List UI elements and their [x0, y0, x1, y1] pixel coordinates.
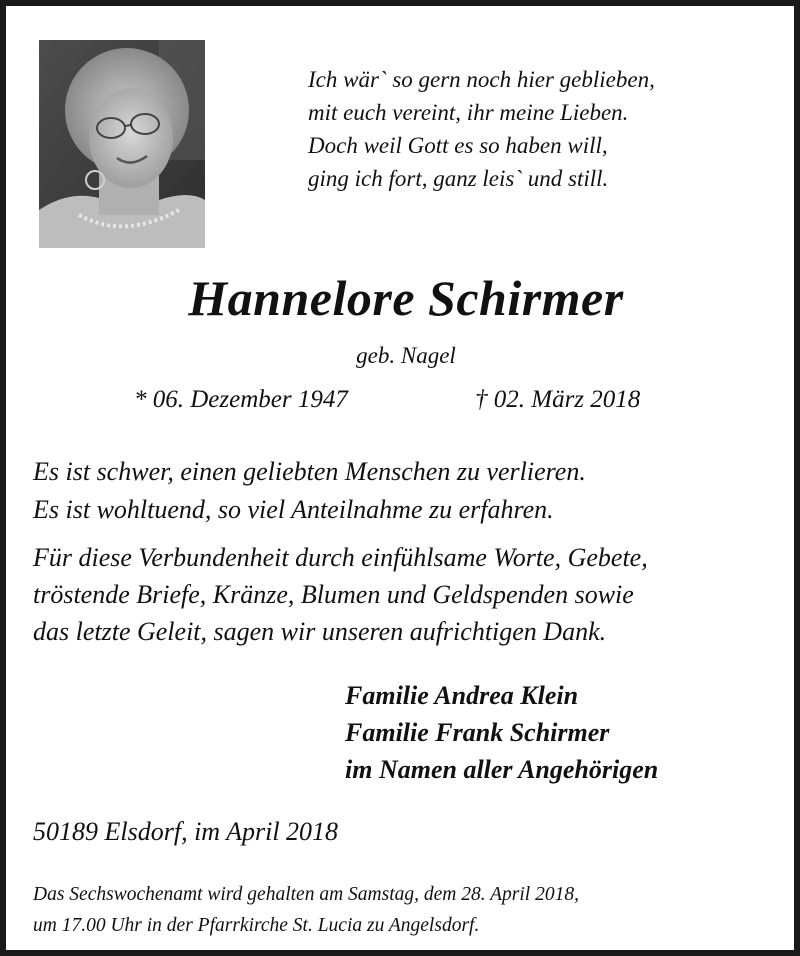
poem-line: mit euch vereint, ihr meine Lieben.	[308, 100, 629, 125]
maiden-name: geb. Nagel	[356, 343, 456, 368]
portrait-photo	[39, 40, 205, 248]
poem-line: ging ich fort, ganz leis` und still.	[308, 166, 609, 191]
notice-line: um 17.00 Uhr in der Pfarrkirche St. Lucia zu Angelsdorf.	[33, 915, 480, 936]
text-line: das letzte Geleit, sagen wir unseren aufrichtigen Dank.	[33, 617, 607, 646]
birth-date: * 06. Dezember 1947	[134, 386, 348, 413]
text-line: Für diese Verbundenheit durch einfühlsame Worte, Gebete,	[33, 543, 648, 572]
mass-notice	[33, 879, 579, 941]
notice-line: Das Sechswochenamt wird gehalten am Samstag, dem 28. April 2018,	[33, 884, 579, 905]
poem-line: Doch weil Gott es so haben will,	[308, 133, 608, 158]
text-line: Es ist schwer, einen geliebten Menschen zu verlieren.	[33, 457, 586, 486]
signer-line: im Namen aller Angehörigen	[345, 755, 659, 784]
text-line: tröstende Briefe, Kränze, Blumen und Geldspenden sowie	[33, 580, 634, 609]
death-date: † 02. März 2018	[475, 386, 641, 413]
condolence-paragraph	[33, 453, 586, 529]
poem	[308, 63, 655, 195]
thanks-paragraph	[33, 539, 648, 650]
deceased-name: Hannelore Schirmer	[188, 270, 624, 326]
signer-line: Familie Andrea Klein	[345, 681, 579, 710]
signer-line: Familie Frank Schirmer	[345, 718, 610, 747]
text-line: Es ist wohltuend, so viel Anteilnahme zu erfahren.	[33, 495, 554, 524]
poem-line: Ich wär` so gern noch hier geblieben,	[308, 67, 655, 92]
place-date: 50189 Elsdorf, im April 2018	[33, 817, 339, 846]
signers	[345, 677, 658, 788]
